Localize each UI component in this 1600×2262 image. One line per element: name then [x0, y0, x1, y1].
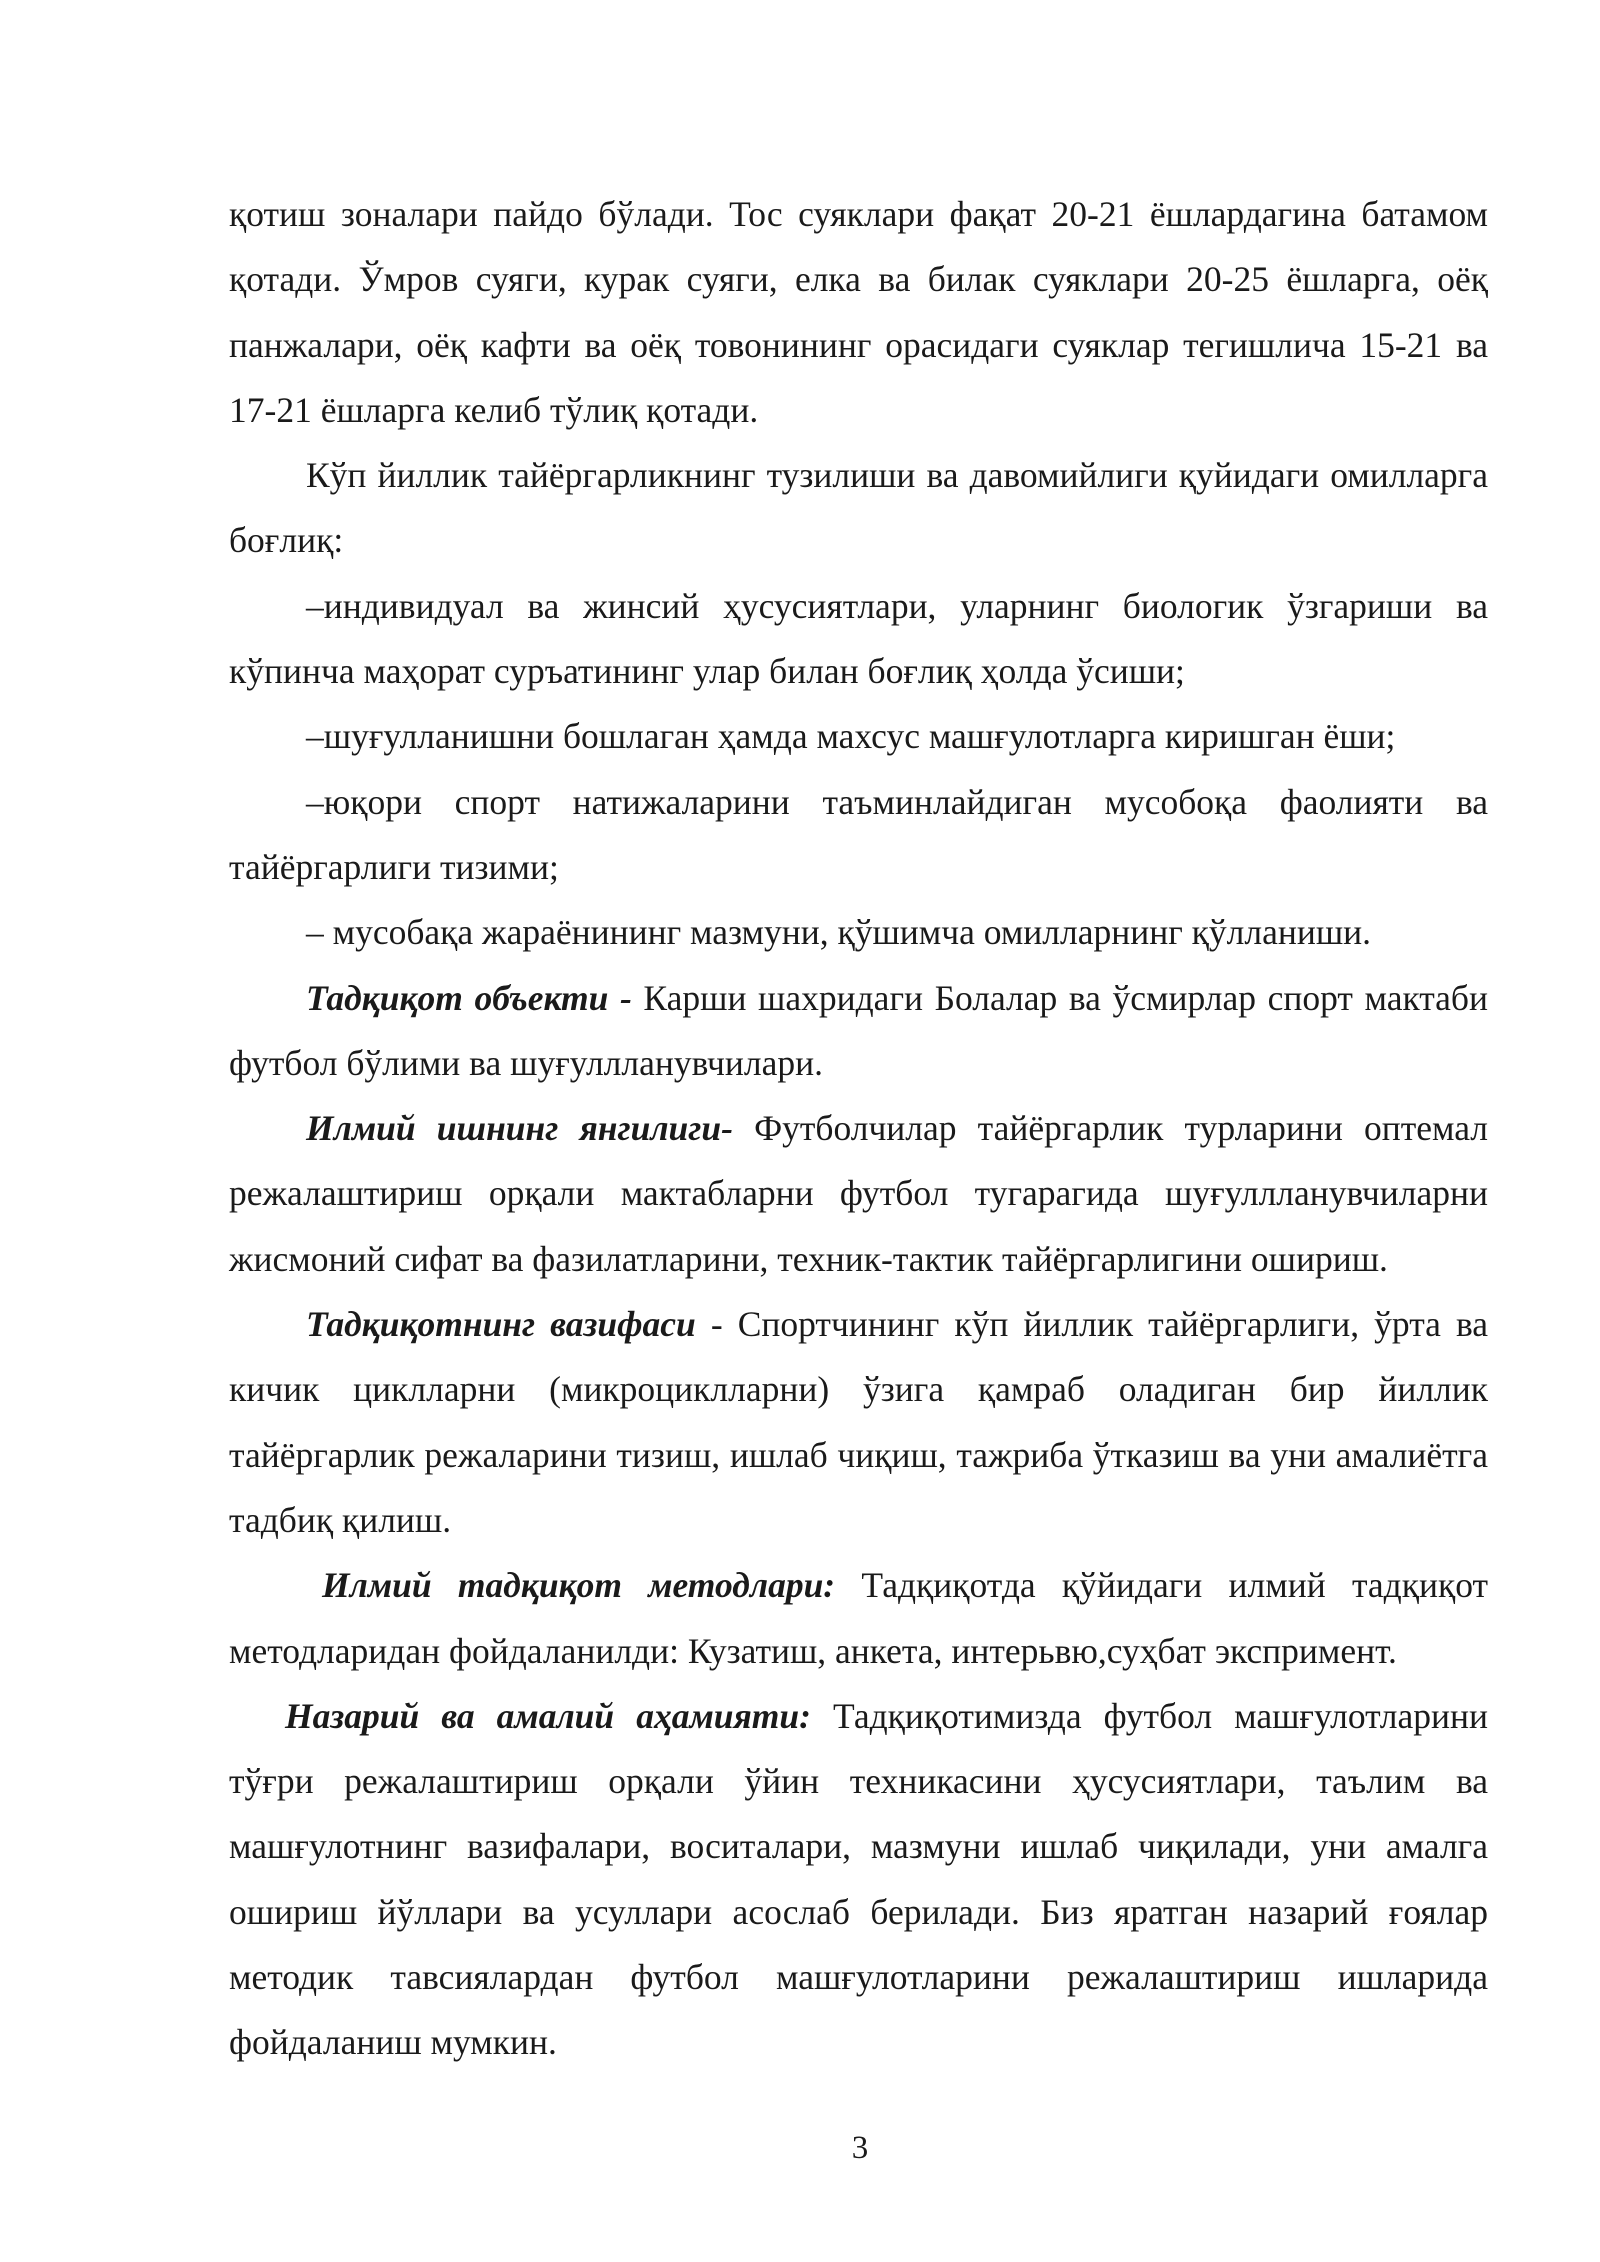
paragraph-lead: Илмий тадқиқот методлари: [322, 1565, 836, 1606]
paragraph-lead: Тадқиқотнинг вазифаси [306, 1304, 696, 1345]
paragraph-text: Футболчилар тайёргарлик турларини оптемал режалаштириш орқали мактабларни футбол тугарагида шуғуллланувчиларни жисмоний сифат ва фазилатларини, техник-тактик тайёргарлигини ошириш. [229, 1108, 1488, 1279]
list-item-individual [229, 574, 1488, 705]
paragraph-text: Тадқиқотда қўйидаги илмий тадқиқот методларидан фойдаланилди: Кузатиш, анкета, интерьвю,суҳбат экспримент. [229, 1565, 1488, 1671]
list-item-age [229, 704, 1488, 769]
paragraph-text: Кўп йиллик тайёргарликнинг тузилиши ва давомийлиги қуйидаги омилларга боғлиқ: [229, 455, 1488, 561]
paragraph-factors-intro [229, 443, 1488, 574]
paragraph-ossification [229, 182, 1488, 443]
paragraph-novelty [229, 1096, 1488, 1292]
paragraph-lead: Тадқиқот объекти - [306, 977, 632, 1018]
paragraph-text: Карши шахридаги Болалар ва ўсмирлар спорт мактаби футбол бўлими ва шуғуллланувчилари. [229, 977, 1488, 1083]
page-number: 3 [851, 2130, 869, 2166]
paragraph-text: - Спортчининг кўп йиллик тайёргарлиги, ўрта ва кичик циклларни (микроциклларни) ўзига қамраб оладиган бир йиллик тайёргарлик режаларини тизиш, ишлаб чиқиш, тажриба ўтказиш ва уни амалиётга тадбиқ қилиш. [229, 1304, 1488, 1540]
paragraph-text: Тадқиқотимизда футбол машғулотларини тўғри режалаштириш орқали ўйин техникасини ҳусусиятлари, таълим ва машғулотнинг вазифалари, воситалари, мазмуни ишлаб чиқилади, уни амалга ошириш йўллари ва усуллари асослаб берилади. Биз яратган назарий ғоялар методик тавсиялардан футбол машғулотларини режалаштириш ишларида фойдаланиш мумкин. [229, 1695, 1489, 2063]
list-item-text: –юқори спорт натижаларини таъминлайдиган мусобоқа фаолияти ва тайёргарлиги тизими; [229, 781, 1488, 887]
list-item-text: –индивидуал ва жинсий ҳусусиятлари, уларнинг биологик ўзгариши ва кўпинча маҳорат суръатининг улар билан боғлиқ ҳолда ўсиши; [229, 585, 1488, 692]
list-item-competition-system [229, 770, 1488, 901]
document-page [229, 182, 1488, 2076]
paragraph-lead: Назарий ва амалий аҳамияти: [285, 1695, 811, 1736]
paragraph-research-object [229, 966, 1488, 1097]
paragraph-research-methods [229, 1553, 1488, 1684]
paragraph-research-task [229, 1292, 1488, 1553]
paragraph-significance [229, 1684, 1488, 2076]
list-item-text: –шуғулланишни бошлаган ҳамда махсус машғулотларга киришган ёши; [306, 716, 1396, 757]
paragraph-lead: Илмий ишнинг янгилиги- [306, 1108, 733, 1149]
list-item-competition-content [229, 900, 1488, 965]
list-item-text: – мусобақа жараёнининг мазмуни, қўшимча омилларнинг қўлланиши. [306, 912, 1372, 953]
paragraph-text: қотиш зоналари пайдо бўлади. Тос суяклари фақат 20-21 ёшлардагина батамом қотади. Ўмров суяги, курак суяги, елка ва билак суяклари 20-25 ёшларга, оёқ панжалари, оёқ кафти ва оёқ товонининг орасидаги суяклар тегишлича 15-21 ва 17-21 ёшларга келиб тўлиқ қотади. [229, 194, 1488, 430]
